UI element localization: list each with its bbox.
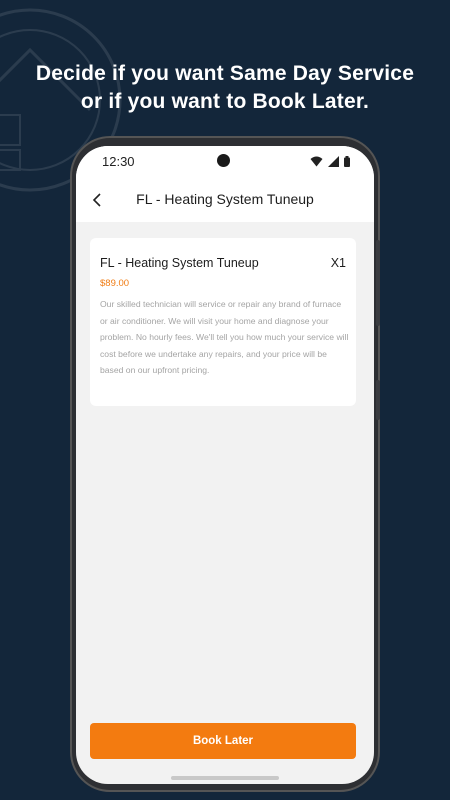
wifi-icon [310,156,323,167]
battery-icon [344,156,350,167]
service-quantity: X1 [330,256,346,270]
phone-side-button [376,380,380,420]
service-title: FL - Heating System Tuneup [100,256,259,270]
headline-line-2: or if you want to Book Later. [80,90,370,113]
service-description: Our skilled technician will service or repair any brand of furnace or air conditioner. We will visit your home and diagnose your problem. No hourly fees. We'll tell you how much your service will cost before we undertake any repairs, and your price will be based on our upfront pricing. [100,299,349,375]
phone-screen [76,146,374,784]
book-later-button[interactable]: Book Later [90,723,356,759]
service-card [90,238,356,406]
front-camera [217,154,230,167]
promo-headline [0,60,450,116]
app-bar [76,178,374,222]
status-bar [76,146,374,178]
status-time: 12:30 [102,154,135,169]
home-indicator[interactable] [171,776,279,780]
page-title: FL - Heating System Tuneup [136,191,314,207]
status-icons [310,155,350,167]
service-price: $89.00 [100,278,130,289]
cell-signal-icon [328,156,339,167]
phone-side-button [376,240,380,326]
headline-line-1: Decide if you want Same Day Service [35,62,415,85]
